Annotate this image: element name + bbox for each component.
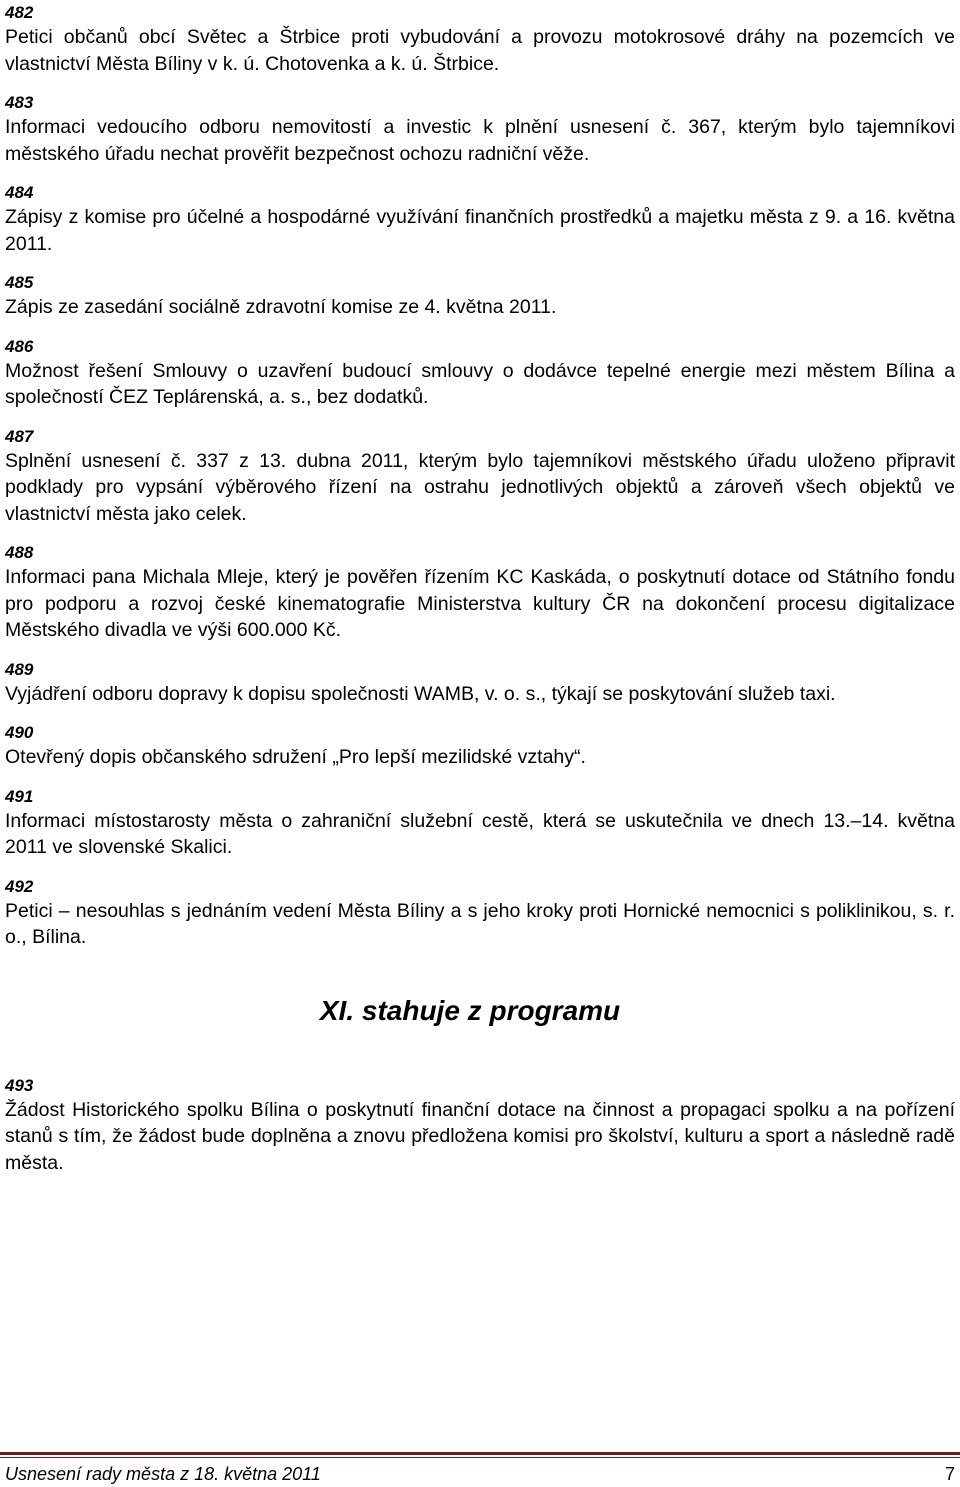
footer-title: Usnesení rady města z 18. května 2011: [5, 1464, 321, 1484]
resolution-item-492: [5, 874, 955, 951]
section-heading: XI. stahuje z programu: [319, 994, 621, 1026]
page-footer: [5, 1463, 955, 1485]
resolution-item-490: [5, 720, 955, 771]
resolution-item-485: [5, 270, 955, 321]
document-body: [5, 0, 955, 1189]
item-number: 488: [5, 543, 34, 562]
resolution-item-491: [5, 784, 955, 861]
resolution-item-493: [5, 1073, 955, 1177]
resolution-item-483: [5, 90, 955, 167]
resolution-item-486: [5, 334, 955, 411]
item-text: Možnost řešení Smlouvy o uzavření budoucí smlouvy o dodávce tepelné energie mezi městem Bílina a společností ČEZ Teplárenská, a. s., bez dodatků.: [5, 359, 955, 408]
item-text: Informaci vedoucího odboru nemovitostí a investic k plnění usnesení č. 367, kterým bylo tajemníkovi městského úřadu nechat prověřit bezpečnost ochozu radniční věže.: [5, 116, 955, 165]
item-number: 484: [5, 183, 34, 202]
item-number: 486: [5, 336, 34, 356]
item-text: Petici občanů obcí Světec a Štrbice proti vybudování a provozu motokrosové dráhy na pozemcích ve vlastnictví Města Bíliny v k. ú. Chotovenka a k. ú. Štrbice.: [5, 26, 955, 75]
resolution-item-487: [5, 424, 955, 528]
item-text: Petici – nesouhlas s jednáním vedení Města Bíliny a s jeho kroky proti Hornické nemocnici s poliklinikou, s. r. o., Bílina.: [5, 899, 955, 948]
item-number: 483: [5, 93, 34, 112]
item-number: 485: [5, 273, 34, 292]
item-text: Vyjádření odboru dopravy k dopisu společnosti WAMB, v. o. s., týkají se poskytování služeb taxi.: [5, 682, 836, 705]
item-number: 491: [5, 786, 34, 806]
item-text: Otevřený dopis občanského sdružení „Pro lepší mezilidské vztahy“.: [5, 746, 586, 768]
item-number: 493: [5, 1075, 34, 1095]
item-text: Informaci pana Michala Mleje, který je pověřen řízením KC Kaskáda, o poskytnutí dotace od Státního fondu pro podporu a rozvoj české kinematografie Ministerstva kultury ČR na dokončení procesu digitalizace Městského divadla ve výši 600.000 Kč.: [5, 566, 955, 641]
resolution-item-484: [5, 180, 955, 257]
footer-divider: [0, 1452, 960, 1458]
page-number: 7: [944, 1464, 955, 1484]
item-number: 490: [5, 723, 34, 742]
item-text: Zápisy z komise pro účelné a hospodárné využívání finančních prostředků a majetku města z 9. a 16. května 2011.: [5, 206, 955, 255]
item-text: Žádost Historického spolku Bílina o poskytnutí finanční dotace na činnost a propagaci spolku a na pořízení stanů s tím, že žádost bude doplněna a znovu předložena komisi pro školství, kulturu a sport a následně radě města.: [5, 1098, 955, 1174]
item-number: 482: [5, 3, 34, 22]
resolution-item-482: [5, 0, 955, 77]
item-text: Splnění usnesení č. 337 z 13. dubna 2011, kterým bylo tajemníkovi městského úřadu uloženo připravit podklady pro vypsání výběrového řízení na ostrahu jednotlivých objektů a zároveň všech objektů ve vlastnictví města jako celek.: [5, 449, 955, 525]
item-number: 489: [5, 659, 34, 679]
item-text: Informaci místostarosty města o zahraniční služební cestě, která se uskutečnila ve dnech 13.–14. května 2011 ve slovenské Skalici.: [5, 809, 955, 858]
resolution-item-489: [5, 657, 955, 708]
item-number: 487: [5, 426, 34, 446]
resolution-item-488: [5, 540, 955, 644]
item-number: 492: [5, 876, 34, 896]
item-text: Zápis ze zasedání sociálně zdravotní komise ze 4. května 2011.: [5, 296, 557, 318]
